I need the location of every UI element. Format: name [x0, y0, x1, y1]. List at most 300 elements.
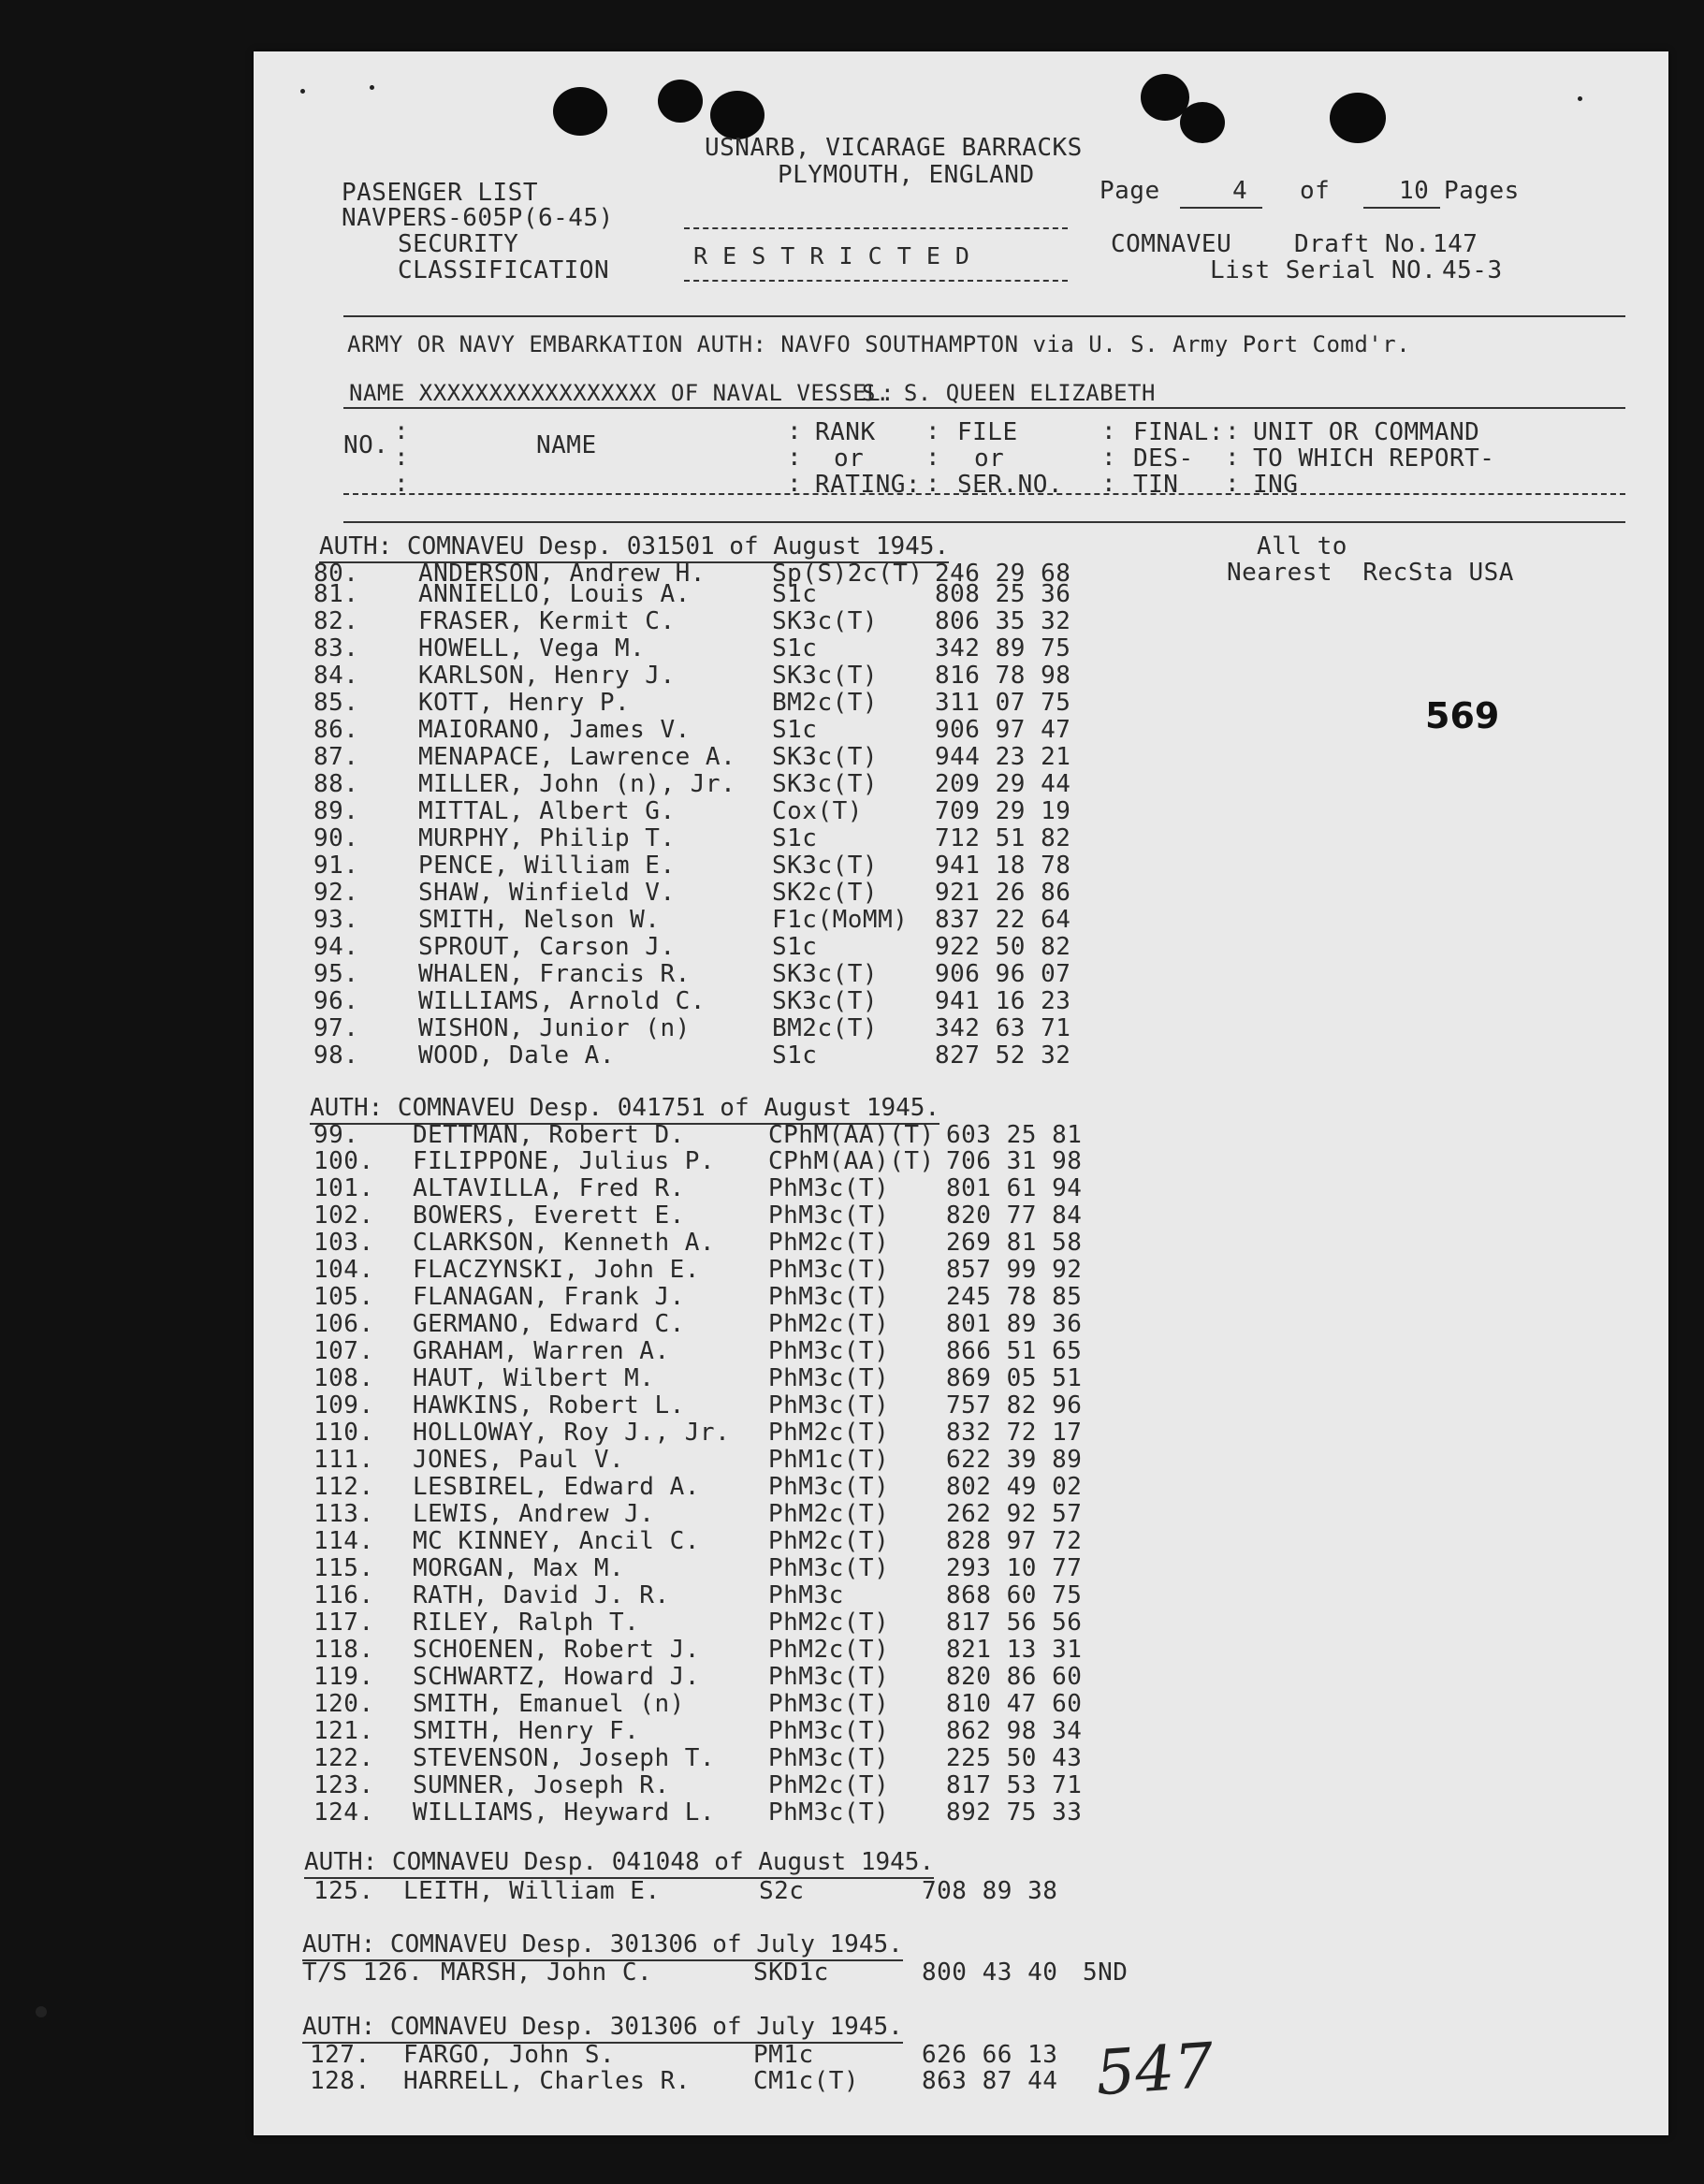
table-row [254, 690, 1668, 717]
table-row [254, 1202, 1668, 1230]
serial-number: 45-3 [1442, 256, 1503, 284]
section-auth: AUTH: COMNAVEU Desp. 041751 of August 1945. [310, 1094, 939, 1125]
row-name: WISHON, Junior (n) [418, 1014, 691, 1042]
form-number: NAVPERS-605P(6-45) [342, 204, 614, 232]
col-file-3: SER.NO. [957, 471, 1064, 499]
row-no: 90. [313, 824, 359, 852]
row-ser: 866 51 65 [946, 1337, 1083, 1365]
row-ser: 837 22 64 [935, 906, 1071, 934]
row-dest: 5ND [1083, 1958, 1129, 1987]
row-rate: PhM3c(T) [768, 1201, 890, 1230]
row-rate: S1c [772, 1041, 818, 1070]
table-row [254, 934, 1668, 961]
row-ser: 342 89 75 [935, 634, 1071, 662]
col-rank-3: RATING: [815, 471, 922, 499]
col-final-3: TIN [1133, 471, 1179, 499]
row-name: KOTT, Henry P. [418, 689, 631, 717]
row-ser: 892 75 33 [946, 1798, 1083, 1827]
row-name: MITTAL, Albert G. [418, 797, 676, 825]
row-ser: 808 25 36 [935, 580, 1071, 608]
table-row [254, 744, 1668, 771]
row-name: FRASER, Kermit C. [418, 607, 676, 635]
col-separators: : : : [1225, 417, 1241, 498]
destination-note-1: All to [1257, 532, 1347, 561]
row-name: PENCE, William E. [418, 852, 676, 880]
table-row [254, 1501, 1668, 1528]
row-ser: 757 82 96 [946, 1391, 1083, 1420]
row-name: MENAPACE, Lawrence A. [418, 743, 736, 771]
row-name: SMITH, Henry F. [413, 1717, 640, 1745]
section-auth: AUTH: COMNAVEU Desp. 301306 of July 1945. [302, 1930, 903, 1961]
row-no: 117. [313, 1609, 374, 1637]
table-row [254, 1447, 1668, 1474]
draft-label: Draft No. [1294, 230, 1431, 258]
table-row [254, 1284, 1668, 1311]
classification-bottom-rule [684, 280, 1068, 282]
row-name: GRAHAM, Warren A. [413, 1337, 670, 1365]
row-rate: F1c(MoMM) [772, 906, 909, 934]
row-ser: 941 18 78 [935, 852, 1071, 880]
row-no: 82. [313, 607, 359, 635]
row-rate: PhM3c(T) [768, 1798, 890, 1827]
row-no: 94. [313, 933, 359, 961]
row-rate: Sp(S)2c(T) [772, 560, 924, 588]
table-row [254, 581, 1668, 608]
col-separators: : : : [787, 417, 803, 498]
row-rate: PhM3c(T) [768, 1364, 890, 1392]
row-no: 103. [313, 1229, 374, 1257]
row-ser: 817 53 71 [946, 1771, 1083, 1799]
row-no: 108. [313, 1364, 374, 1392]
row-rate: PhM3c(T) [768, 1663, 890, 1691]
table-row [254, 880, 1668, 907]
row-name: HAUT, Wilbert M. [413, 1364, 655, 1392]
row-no: 102. [313, 1201, 374, 1230]
punch-hole [1180, 102, 1225, 143]
row-ser: 706 31 98 [946, 1147, 1083, 1175]
row-rate: PhM3c(T) [768, 1283, 890, 1311]
row-name: HOLLOWAY, Roy J., Jr. [413, 1419, 731, 1447]
row-no: 128. [310, 2067, 371, 2095]
row-ser: 828 97 72 [946, 1527, 1083, 1555]
total-pages-underline [1363, 207, 1440, 209]
row-ser: 921 26 86 [935, 879, 1071, 907]
row-no: 112. [313, 1473, 374, 1501]
table-row [254, 1878, 1668, 1905]
col-separators: : : : [925, 417, 941, 498]
row-rate: PhM2c(T) [768, 1771, 890, 1799]
row-no: 92. [313, 879, 359, 907]
row-rate: SK3c(T) [772, 662, 879, 690]
row-ser: 262 92 57 [946, 1500, 1083, 1528]
table-row [254, 1528, 1668, 1555]
of-label: of [1300, 177, 1331, 205]
row-rate: PM1c [753, 2041, 814, 2069]
row-no: 88. [313, 770, 359, 798]
row-rate: PhM3c(T) [768, 1717, 890, 1745]
row-name: HAWKINS, Robert L. [413, 1391, 685, 1420]
row-no: 111. [313, 1446, 374, 1474]
table-row [254, 1664, 1668, 1691]
row-rate: SK3c(T) [772, 770, 879, 798]
table-row [254, 1745, 1668, 1772]
row-name: SHAW, Winfield V. [418, 879, 676, 907]
row-name: RILEY, Ralph T. [413, 1609, 640, 1637]
row-rate: SK3c(T) [772, 607, 879, 635]
row-no: 91. [313, 852, 359, 880]
row-no: 119. [313, 1663, 374, 1691]
row-rate: PhM3c(T) [768, 1174, 890, 1202]
row-ser: 857 99 92 [946, 1256, 1083, 1284]
row-name: LESBIREL, Edward A. [413, 1473, 700, 1501]
row-name: WILLIAMS, Heyward L. [413, 1798, 716, 1827]
row-no: 104. [313, 1256, 374, 1284]
row-rate: CPhM(AA)(T) [768, 1147, 935, 1175]
row-no: 80. [313, 560, 359, 588]
col-separators: : : : [394, 417, 410, 498]
row-no: 93. [313, 906, 359, 934]
row-no: 96. [313, 987, 359, 1015]
row-name: MC KINNEY, Ancil C. [413, 1527, 700, 1555]
row-ser: 906 96 07 [935, 960, 1071, 988]
handwritten-number: 547 [1093, 2029, 1216, 2110]
col-file-1: FILE [957, 418, 1018, 446]
vessel-name: S. S. QUEEN ELIZABETH [862, 380, 1156, 406]
table-row [254, 1582, 1668, 1609]
facility-line-2: PLYMOUTH, ENGLAND [778, 161, 1035, 189]
row-name: WHALEN, Francis R. [418, 960, 691, 988]
row-name: SCHWARTZ, Howard J. [413, 1663, 700, 1691]
row-ser: 603 25 81 [946, 1121, 1083, 1149]
punch-hole [553, 87, 607, 136]
table-row [254, 1148, 1668, 1175]
row-name: WOOD, Dale A. [418, 1041, 615, 1070]
row-ser: 708 89 38 [922, 1877, 1058, 1905]
row-no: 124. [313, 1798, 374, 1827]
row-rate: PhM2c(T) [768, 1310, 890, 1338]
speck [300, 89, 305, 94]
row-no: 95. [313, 960, 359, 988]
serial-label: List Serial NO. [1210, 256, 1437, 284]
facility-line-1: USNARB, VICARAGE BARRACKS [705, 134, 1083, 162]
row-no: T/S 126. [302, 1958, 424, 1987]
row-name: BOWERS, Everett E. [413, 1201, 685, 1230]
row-no: 107. [313, 1337, 374, 1365]
table-row [254, 1311, 1668, 1338]
row-no: 116. [313, 1581, 374, 1609]
destination-note-2: Nearest RecSta USA [1227, 559, 1514, 587]
classification-label: CLASSIFICATION [398, 256, 610, 284]
row-name: FILIPPONE, Julius P. [413, 1147, 716, 1175]
table-row [254, 852, 1668, 880]
row-ser: 941 16 23 [935, 987, 1071, 1015]
row-rate: PhM2c(T) [768, 1500, 890, 1528]
row-rate: S1c [772, 716, 818, 744]
row-rate: S1c [772, 933, 818, 961]
row-name: FARGO, John S. [403, 2041, 616, 2069]
table-row [254, 2068, 1668, 2095]
table-row [254, 825, 1668, 852]
table-row [254, 1257, 1668, 1284]
row-ser: 801 89 36 [946, 1310, 1083, 1338]
row-ser: 342 63 71 [935, 1014, 1071, 1042]
row-rate: PhM2c(T) [768, 1527, 890, 1555]
row-ser: 269 81 58 [946, 1229, 1083, 1257]
row-name: SPROUT, Carson J. [418, 933, 676, 961]
row-no: 120. [313, 1690, 374, 1718]
row-no: 84. [313, 662, 359, 690]
row-no: 114. [313, 1527, 374, 1555]
table-row [254, 662, 1668, 690]
row-ser: 821 13 31 [946, 1636, 1083, 1664]
table-row [254, 961, 1668, 988]
row-ser: 816 78 98 [935, 662, 1071, 690]
vessel-divider [343, 407, 1625, 409]
row-name: SMITH, Nelson W. [418, 906, 661, 934]
col-no: NO. [343, 431, 389, 459]
row-rate: SK3c(T) [772, 960, 879, 988]
row-ser: 863 87 44 [922, 2067, 1058, 2095]
row-ser: 827 52 32 [935, 1041, 1071, 1070]
row-name: SUMNER, Joseph R. [413, 1771, 670, 1799]
row-no: 115. [313, 1554, 374, 1582]
row-name: MORGAN, Max M. [413, 1554, 625, 1582]
row-rate: PhM3c [768, 1581, 844, 1609]
table-row [254, 1042, 1668, 1070]
table-row [254, 1365, 1668, 1392]
col-unit-2: TO WHICH REPORT- [1253, 444, 1495, 473]
row-ser: 820 86 60 [946, 1663, 1083, 1691]
row-rate: S1c [772, 824, 818, 852]
table-row [254, 1637, 1668, 1664]
row-no: 127. [310, 2041, 371, 2069]
row-no: 121. [313, 1717, 374, 1745]
row-ser: 245 78 85 [946, 1283, 1083, 1311]
row-ser: 906 97 47 [935, 716, 1071, 744]
row-rate: S2c [759, 1877, 805, 1905]
table-row [254, 771, 1668, 798]
row-rate: Cox(T) [772, 797, 863, 825]
col-unit-1: UNIT OR COMMAND [1253, 418, 1480, 446]
classification-top-rule [684, 227, 1068, 229]
row-rate: PhM3c(T) [768, 1391, 890, 1420]
table-row [254, 907, 1668, 934]
document-page [254, 51, 1668, 2135]
row-ser: 209 29 44 [935, 770, 1071, 798]
row-name: DETTMAN, Robert D. [413, 1121, 685, 1149]
row-rate: PhM2c(T) [768, 1229, 890, 1257]
row-no: 81. [313, 580, 359, 608]
row-ser: 802 49 02 [946, 1473, 1083, 1501]
punch-hole [1330, 93, 1386, 143]
row-ser: 810 47 60 [946, 1690, 1083, 1718]
section-auth: AUTH: COMNAVEU Desp. 041048 of August 1945. [304, 1848, 934, 1879]
row-no: 89. [313, 797, 359, 825]
row-no: 105. [313, 1283, 374, 1311]
row-name: LEITH, William E. [403, 1877, 661, 1905]
page-number: 4 [1232, 177, 1248, 205]
row-no: 123. [313, 1771, 374, 1799]
row-rate: PhM3c(T) [768, 1744, 890, 1772]
col-final-2: DES- [1133, 444, 1194, 473]
punch-hole [710, 91, 765, 139]
row-ser: 225 50 43 [946, 1744, 1083, 1772]
table-row [254, 717, 1668, 744]
table-row [254, 1959, 1668, 1987]
row-rate: BM2c(T) [772, 689, 879, 717]
row-no: 99. [313, 1121, 359, 1149]
total-pages: 10 [1399, 177, 1430, 205]
classification-value: R E S T R I C T E D [693, 242, 970, 269]
row-ser: 868 60 75 [946, 1581, 1083, 1609]
table-row [254, 1609, 1668, 1637]
row-name: MARSH, John C. [441, 1958, 653, 1987]
row-rate: SK3c(T) [772, 852, 879, 880]
row-no: 97. [313, 1014, 359, 1042]
page-number-underline [1180, 207, 1262, 209]
col-separators: : : : [1101, 417, 1117, 498]
row-rate: SK2c(T) [772, 879, 879, 907]
row-ser: 712 51 82 [935, 824, 1071, 852]
stamp-number: 569 [1425, 695, 1500, 736]
row-name: JONES, Paul V. [413, 1446, 625, 1474]
row-ser: 311 07 75 [935, 689, 1071, 717]
column-header-rule [343, 493, 1625, 495]
speck [36, 2006, 47, 2017]
row-rate: CM1c(T) [753, 2067, 860, 2095]
row-rate: PhM1c(T) [768, 1446, 890, 1474]
row-ser: 246 29 68 [935, 560, 1071, 588]
row-ser: 293 10 77 [946, 1554, 1083, 1582]
row-ser: 622 39 89 [946, 1446, 1083, 1474]
table-row [254, 635, 1668, 662]
table-row [254, 798, 1668, 825]
table-row [254, 1122, 1668, 1149]
table-row [254, 1230, 1668, 1257]
speck [1578, 96, 1582, 101]
section-auth: AUTH: COMNAVEU Desp. 031501 of August 1945. [319, 532, 949, 563]
page-label: Page [1100, 177, 1160, 205]
col-file-2: or [974, 444, 1005, 473]
row-no: 109. [313, 1391, 374, 1420]
row-name: HARRELL, Charles R. [403, 2067, 691, 2095]
row-rate: BM2c(T) [772, 1014, 879, 1042]
row-no: 122. [313, 1744, 374, 1772]
row-rate: PhM2c(T) [768, 1609, 890, 1637]
row-name: CLARKSON, Kenneth A. [413, 1229, 716, 1257]
col-rank-1: RANK [815, 418, 876, 446]
table-row [254, 1015, 1668, 1042]
row-ser: 922 50 82 [935, 933, 1071, 961]
table-row [254, 1555, 1668, 1582]
row-name: HOWELL, Vega M. [418, 634, 646, 662]
row-rate: PhM3c(T) [768, 1554, 890, 1582]
table-row [254, 988, 1668, 1015]
row-ser: 817 56 56 [946, 1609, 1083, 1637]
table-row [254, 1799, 1668, 1827]
table-row [254, 1474, 1668, 1501]
table-row [254, 1718, 1668, 1745]
row-no: 125. [313, 1877, 374, 1905]
row-no: 106. [313, 1310, 374, 1338]
col-name: NAME [536, 431, 597, 459]
header-divider [343, 315, 1625, 317]
row-ser: 944 23 21 [935, 743, 1071, 771]
row-name: RATH, David J. R. [413, 1581, 670, 1609]
vessel-label: NAME XXXXXXXXXXXXXXXXX OF NAVAL VESSEL: [349, 380, 896, 406]
row-ser: 820 77 84 [946, 1201, 1083, 1230]
table-row [254, 608, 1668, 635]
row-name: ALTAVILLA, Fred R. [413, 1174, 685, 1202]
row-rate: PhM3c(T) [768, 1690, 890, 1718]
row-no: 87. [313, 743, 359, 771]
list-title: PASENGER LIST [342, 179, 538, 207]
row-rate: PhM3c(T) [768, 1473, 890, 1501]
row-rate: SK3c(T) [772, 987, 879, 1015]
row-no: 86. [313, 716, 359, 744]
row-ser: 806 35 32 [935, 607, 1071, 635]
row-name: ANDERSON, Andrew H. [418, 560, 706, 588]
row-rate: PhM3c(T) [768, 1256, 890, 1284]
table-row [254, 1420, 1668, 1447]
row-ser: 800 43 40 [922, 1958, 1058, 1987]
row-name: MAIORANO, James V. [418, 716, 691, 744]
col-unit-3: ING [1253, 471, 1299, 499]
table-row [254, 1772, 1668, 1799]
row-rate: S1c [772, 634, 818, 662]
row-no: 100. [313, 1147, 374, 1175]
table-row [254, 2042, 1668, 2069]
row-rate: SK3c(T) [772, 743, 879, 771]
row-name: SMITH, Emanuel (n) [413, 1690, 685, 1718]
row-rate: PhM2c(T) [768, 1636, 890, 1664]
row-ser: 832 72 17 [946, 1419, 1083, 1447]
row-name: FLANAGAN, Frank J. [413, 1283, 685, 1311]
speck [370, 85, 374, 90]
table-row [254, 1691, 1668, 1718]
embarkation-auth: ARMY OR NAVY EMBARKATION AUTH: NAVFO SOUTHAMPTON via U. S. Army Port Comd'r. [347, 331, 1411, 357]
row-name: WILLIAMS, Arnold C. [418, 987, 706, 1015]
punch-hole [658, 80, 703, 123]
row-name: LEWIS, Andrew J. [413, 1500, 655, 1528]
table-row [254, 1392, 1668, 1420]
row-ser: 869 05 51 [946, 1364, 1083, 1392]
table-row [254, 1175, 1668, 1202]
row-name: FLACZYNSKI, John E. [413, 1256, 700, 1284]
row-ser: 801 61 94 [946, 1174, 1083, 1202]
row-name: GERMANO, Edward C. [413, 1310, 685, 1338]
row-no: 118. [313, 1636, 374, 1664]
row-rate: SKD1c [753, 1958, 829, 1987]
row-no: 101. [313, 1174, 374, 1202]
section-auth: AUTH: COMNAVEU Desp. 301306 of July 1945. [302, 2013, 903, 2044]
col-final-1: FINAL: [1133, 418, 1224, 446]
row-no: 98. [313, 1041, 359, 1070]
row-ser: 626 66 13 [922, 2041, 1058, 2069]
row-no: 85. [313, 689, 359, 717]
row-name: STEVENSON, Joseph T. [413, 1744, 716, 1772]
row-no: 83. [313, 634, 359, 662]
row-name: KARLSON, Henry J. [418, 662, 676, 690]
row-rate: S1c [772, 580, 818, 608]
row-no: 113. [313, 1500, 374, 1528]
command: COMNAVEU [1111, 230, 1232, 258]
row-name: MURPHY, Philip T. [418, 824, 676, 852]
col-rank-2: or [834, 444, 865, 473]
row-rate: CPhM(AA)(T) [768, 1121, 935, 1149]
row-no: 110. [313, 1419, 374, 1447]
row-rate: PhM2c(T) [768, 1419, 890, 1447]
